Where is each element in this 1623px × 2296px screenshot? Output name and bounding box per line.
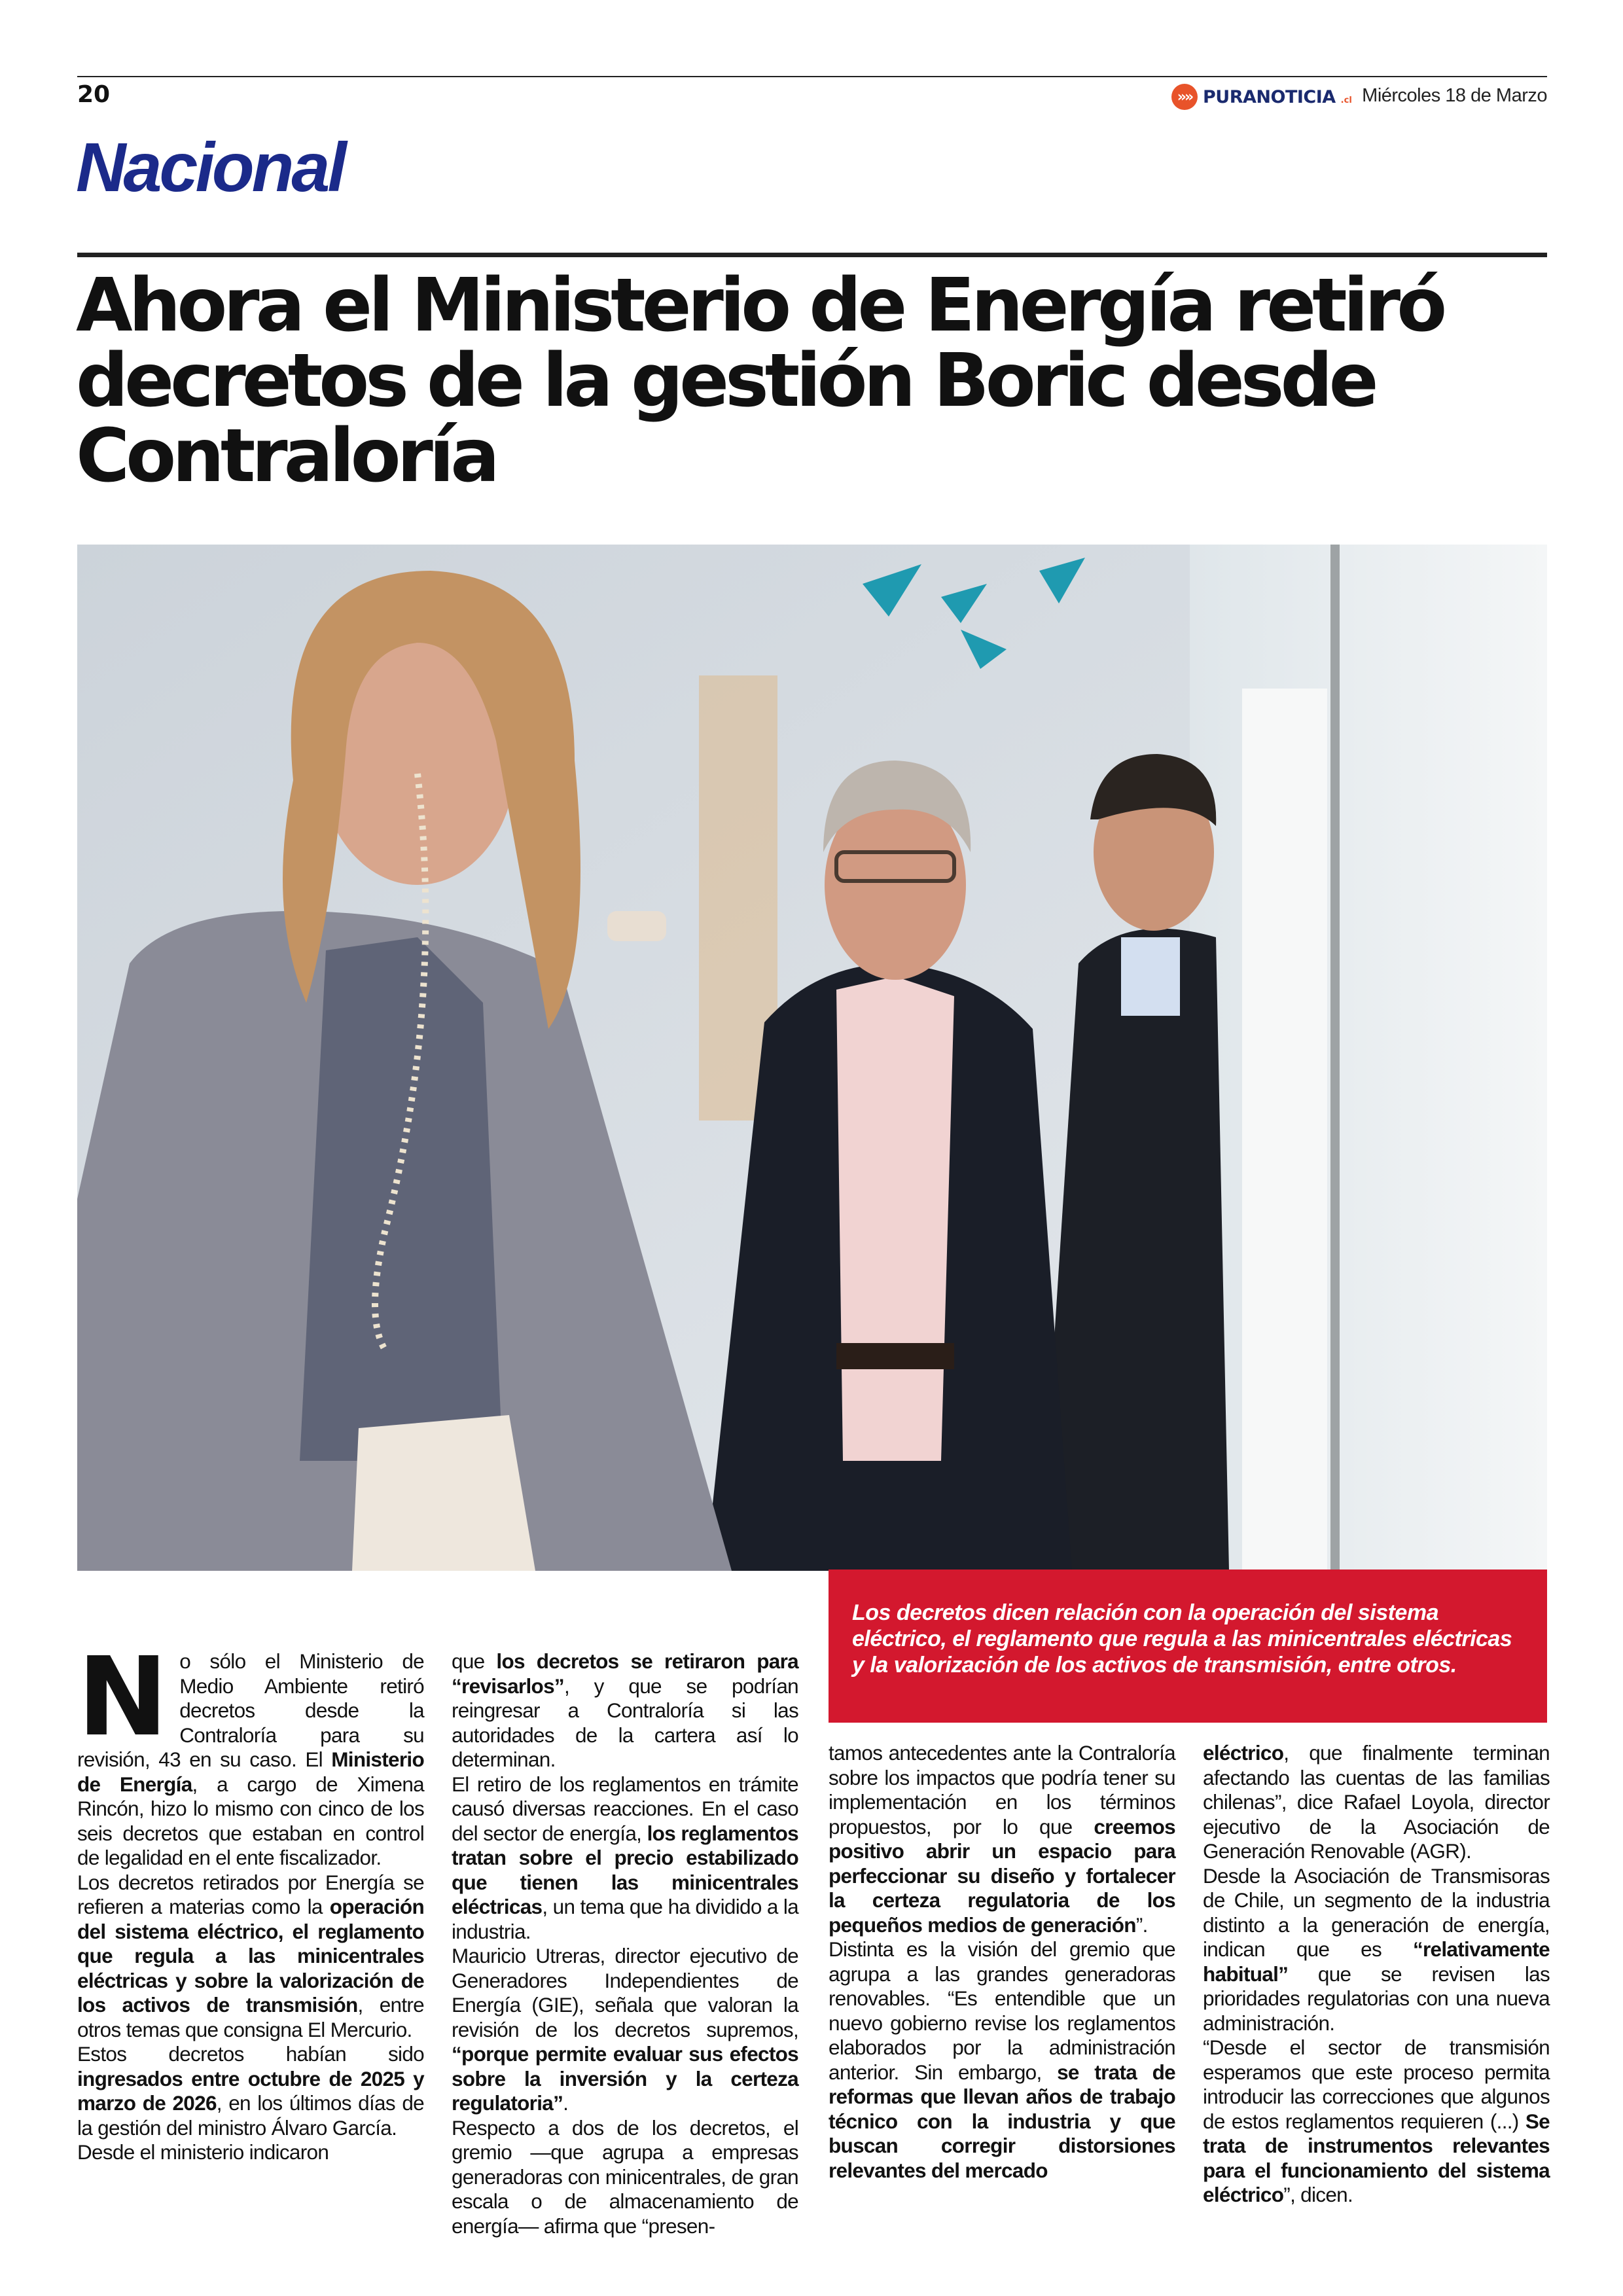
article-column-1: [77, 1634, 424, 2165]
bold-text: creemos positivo abrir un espacio para perfeccionar su diseño y fortalecer la certeza regulatoria de los pequeños medios de generación: [829, 1814, 1175, 1937]
section-title: Nacional: [76, 129, 344, 206]
bold-text: “porque permite evaluar sus efectos sobre la inversión y la certeza regulatoria”: [452, 2042, 798, 2115]
bold-text: Se trata de instrumentos relevantes para el funcionamiento del sistema eléctrico: [1203, 2109, 1550, 2206]
paragraph: Mauricio Utreras, director ejecutivo de Generadores Independientes de Energía (GIE), señala que valoran la revisión de los decretos supremos, “porque permite evaluar sus efectos sobre la inversión y la certeza regulatoria”.: [452, 1944, 798, 2115]
issue-date: Miércoles 18 de Marzo: [1362, 85, 1547, 106]
top-rule: [77, 76, 1547, 77]
article-column-4: [1203, 1741, 1550, 2208]
paragraph: Distinta es la visión del gremio que agrupa a las grandes generadoras renovables. “Es entendible que un nuevo gobierno revise los reglamentos elaborados por la administración anterior. Sin embargo, se trata de reformas que llevan años de trabajo técnico con la industria y que buscan corregir distorsiones relevantes del mercado: [829, 1937, 1175, 2182]
column-text: [1203, 1741, 1550, 2208]
article-column-3: [829, 1741, 1175, 2183]
column-text: [829, 1741, 1175, 2183]
bold-text: “relativamente habitual”: [1203, 1937, 1550, 1986]
bold-text: se trata de reformas que llevan años de trabajo técnico con la industria y que buscan corregir distorsiones relevantes del mercado: [829, 2060, 1175, 2182]
bold-text: los reglamentos tratan sobre el precio estabilizado que tienen las minicentrales eléctricas: [452, 1821, 798, 1918]
paragraph: Desde el ministerio indicaron: [77, 2140, 329, 2164]
paragraph: que los decretos se retiraron para “revisarlos”, y que se podrían reingresar a Contraloría si las autoridades de la cartera así lo determinan.: [452, 1649, 798, 1771]
paragraph: Los decretos retirados por Energía se refieren a materias como la operación del sistema eléctrico, el reglamento que regula a las minicentrales eléctricas y sobre la valorización de los activos de transmisión, entre otros temas que consigna El Mercurio.: [77, 1870, 424, 2041]
photo-caption: Los decretos dicen relación con la operación del sistema eléctrico, el reglamento que regula a las minicentrales eléctricas y la valorización de los activos de transmisión, entre otros.: [852, 1600, 1512, 1677]
puranoticia-logo: [1171, 84, 1352, 110]
paragraph: Estos decretos habían sido ingresados entre octubre de 2025 y marzo de 2026, en los últimos días de la gestión del ministro Álvaro García.: [77, 2042, 424, 2140]
bold-text: los decretos se retiraron para “revisarlos”: [452, 1649, 798, 1698]
headline-line: Contraloría: [76, 414, 496, 499]
photo-illustration: [77, 545, 1547, 1571]
paragraph: “Desde el sector de transmisión esperamos que este proceso permita introducir las correcciones que algunos de estos reglamentos requieren (...) Se trata de instrumentos relevantes para el funcionamiento del sistema eléctrico”, dicen.: [1203, 2036, 1550, 2206]
paragraph: El retiro de los reglamentos en trámite causó diversas reacciones. En el caso del sector de energía, los reglamentos tratan sobre el precio estabilizado que tienen las minicentrales eléctricas, un tema que ha dividido a la industria.: [452, 1772, 798, 1943]
column-text: [452, 1649, 798, 2238]
bold-text: ingresados entre octubre de 2025 y marzo de 2026: [77, 2066, 424, 2115]
article-column-2: [452, 1649, 798, 2238]
logo-domain-suffix: .cl: [1340, 95, 1352, 105]
logo-arrows-icon: »»: [1171, 84, 1198, 110]
bold-text: operación del sistema eléctrico, el reglamento que regula a las minicentrales eléctricas y sobre la valorización de los activos de transmisión: [77, 1895, 424, 2017]
paragraph: Respecto a dos de los decretos, el gremio —que agrupa a empresas generadoras con minicentrales, de gran escala o de almacenamiento de energía— afirma que “presen-: [452, 2115, 798, 2238]
page-number: 20: [77, 81, 111, 108]
bold-text: Ministerio de Energía: [77, 1748, 424, 1796]
bold-text: eléctrico: [1203, 1741, 1284, 1765]
photo-caption-box: [829, 1570, 1547, 1723]
drop-cap: N: [77, 1634, 168, 1761]
paragraph: o sólo el Ministerio de Medio Ambiente retiró decretos desde la Contraloría para su revisión, 43 en su caso. El Ministerio de Energía, a cargo de Ximena Rincón, hizo lo mismo con cinco de los seis decretos que estaban en control de legalidad en el ente fiscalizador.: [77, 1649, 424, 1869]
section-rule: [77, 253, 1547, 257]
article-headline: [76, 263, 1542, 499]
headline-line: decretos de la gestión Boric desde: [76, 338, 1375, 423]
paragraph: eléctrico, que finalmente terminan afectando las cuentas de las familias chilenas”, dice Rafael Loyola, director ejecutivo de la Asociación de Generación Renovable (AGR).: [1203, 1741, 1550, 1863]
paragraph: Desde la Asociación de Transmisoras de Chile, un segmento de la industria distinto a la generación de energía, indican que es “relativamente habitual” que se revisen las prioridades regulatorias con una nueva administración.: [1203, 1863, 1550, 2035]
article-photo: [77, 545, 1547, 1571]
paragraph: tamos antecedentes ante la Contraloría sobre los impactos que podría tener su implementación en los términos propuestos, por lo que creemos positivo abrir un espacio para perfeccionar su diseño y fortalecer la certeza regulatoria de los pequeños medios de generación”.: [829, 1741, 1175, 1937]
logo-wordmark: PURANOTICIA: [1203, 86, 1336, 107]
headline-line: Ahora el Ministerio de Energía retiró: [76, 263, 1444, 348]
